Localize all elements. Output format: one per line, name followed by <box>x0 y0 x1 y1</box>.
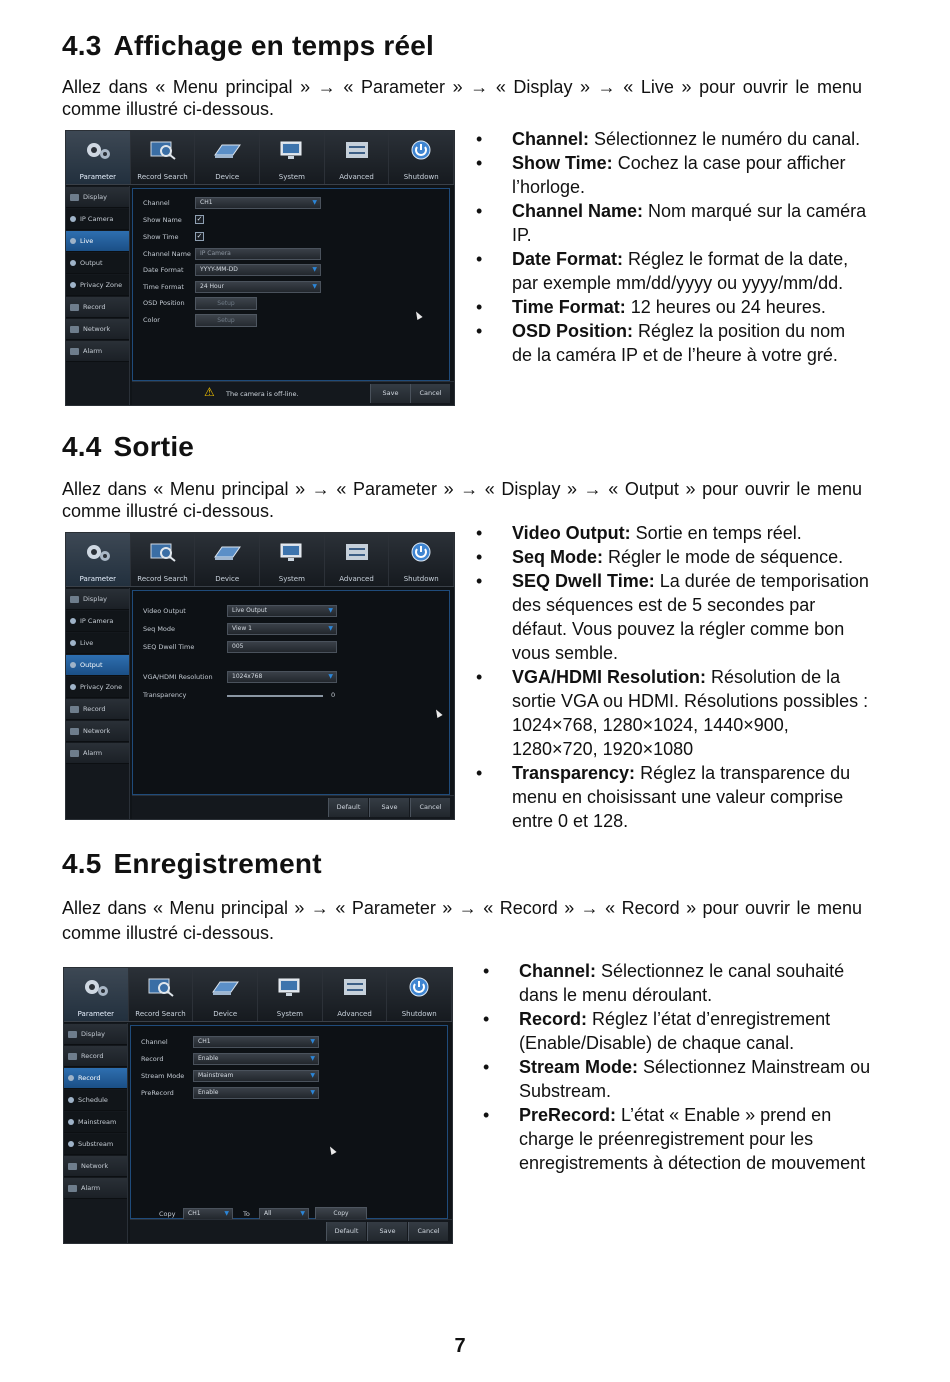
hard-drive-icon <box>212 541 242 563</box>
tab-parameter: Parameter <box>64 968 129 1021</box>
bullet-icon <box>70 640 76 646</box>
row-color: Color <box>143 316 160 324</box>
tab-record-search: Record Search <box>129 968 194 1021</box>
film-icon <box>70 706 79 713</box>
settings-panel <box>132 590 450 795</box>
tab-system: System <box>260 131 325 184</box>
dwell-time-field: 005 <box>227 641 337 653</box>
search-icon <box>146 976 176 998</box>
section-heading-4-5: 4.5 Enregistrement <box>62 848 322 879</box>
gears-icon <box>83 541 113 563</box>
copy-button: Copy <box>315 1207 367 1220</box>
alarm-icon <box>70 348 79 355</box>
bullet-icon <box>70 260 76 266</box>
save-button: Save <box>370 384 410 403</box>
row-show-time: Show Time <box>143 233 179 241</box>
output-menu-screenshot <box>65 532 455 820</box>
display-icon <box>70 596 79 603</box>
mouse-cursor-icon <box>327 1145 336 1155</box>
bullet-icon <box>70 684 76 690</box>
warning-icon: ⚠ <box>204 385 215 399</box>
default-button: Default <box>326 1222 366 1241</box>
alarm-icon <box>70 750 79 757</box>
sidebar-item-live: Live <box>66 231 129 252</box>
tab-advanced: Advanced <box>323 968 388 1021</box>
sidebar-item-network: Network <box>66 721 129 742</box>
list-item: • Time Format: 12 heures ou 24 heures. <box>476 297 826 317</box>
channel-select: CH1 ▼ <box>195 197 321 209</box>
transparency-value: 0 <box>331 691 336 699</box>
network-icon <box>70 728 79 735</box>
bullet-icon <box>70 282 76 288</box>
sidebar-item-output: Output <box>66 253 129 274</box>
row-resolution: VGA/HDMI Resolution <box>143 673 213 681</box>
tab-parameter: Parameter <box>66 533 131 586</box>
record-menu-screenshot <box>63 967 453 1244</box>
sidebar <box>66 186 130 405</box>
date-format-select: YYYY-MM-DD ▼ <box>195 264 321 276</box>
top-menu-bar <box>64 968 452 1022</box>
bullet-icon <box>68 1119 74 1125</box>
row-date-format: Date Format <box>143 266 184 274</box>
row-stream-mode: Stream Mode <box>141 1072 185 1080</box>
section-intro: Allez dans « Menu principal » → « Parameter » → « Record » → « Record » pour ouvrir le menu comme illustré ci-dessous. <box>62 898 862 943</box>
sidebar-item-record: Record <box>66 297 129 318</box>
bottom-bar <box>132 795 454 819</box>
seq-mode-select: View 1 ▼ <box>227 623 337 635</box>
power-icon <box>406 139 436 161</box>
sidebar-item-mainstream: Mainstream <box>64 1112 127 1133</box>
tab-advanced: Advanced <box>325 131 390 184</box>
sidebar-item-alarm: Alarm <box>66 743 129 764</box>
color-setup-button: Setup <box>195 314 257 327</box>
offline-warning-text: The camera is off-line. <box>226 390 299 398</box>
list-item: • Channel: Sélectionnez le numéro du canal. <box>476 129 861 149</box>
section-heading-4-4: 4.4 Sortie <box>62 431 195 462</box>
copy-label: Copy <box>159 1210 176 1218</box>
monitor-icon <box>277 139 307 161</box>
copy-to-select: All ▼ <box>259 1208 309 1220</box>
time-format-select: 24 Hour ▼ <box>195 281 321 293</box>
live-menu-screenshot <box>65 130 455 406</box>
record-select: Enable ▼ <box>193 1053 319 1065</box>
list-item: • VGA/HDMI Resolution: Résolution de la sortie VGA ou HDMI. Résolutions possibles : 1024×768, 1280×1024, 1440×900, 1280×720, 1920×1080 <box>476 667 869 759</box>
prerecord-select: Enable ▼ <box>193 1087 319 1099</box>
hard-drive-icon <box>210 976 240 998</box>
search-icon <box>148 139 178 161</box>
sidebar-item-ip-camera: IP Camera <box>66 611 129 632</box>
bullet-icon <box>70 662 76 668</box>
section-intro: Allez dans « Menu principal » → « Parameter » → « Display » → « Output » pour ouvrir le menu comme illustré ci-dessous. <box>62 479 862 521</box>
tab-shutdown: Shutdown <box>389 131 454 184</box>
film-icon <box>68 1053 77 1060</box>
alarm-icon <box>68 1185 77 1192</box>
row-channel: Channel <box>141 1038 168 1046</box>
transparency-slider <box>227 695 323 697</box>
gears-icon <box>83 139 113 161</box>
sidebar-item-network: Network <box>64 1156 127 1177</box>
sidebar-item-alarm: Alarm <box>66 341 129 362</box>
bottom-bar <box>130 1219 452 1243</box>
row-seq-dwell-time: SEQ Dwell Time <box>143 643 195 651</box>
row-transparency: Transparency <box>143 691 187 699</box>
tab-record-search: Record Search <box>131 533 196 586</box>
sidebar-item-alarm: Alarm <box>64 1178 127 1199</box>
row-osd-position: OSD Position <box>143 299 185 307</box>
sidebar-item-live: Live <box>66 633 129 654</box>
tab-system: System <box>260 533 325 586</box>
tab-device: Device <box>195 533 260 586</box>
tab-shutdown: Shutdown <box>389 533 454 586</box>
channel-name-field: IP Camera <box>195 248 321 260</box>
tab-advanced: Advanced <box>325 533 390 586</box>
power-icon <box>404 976 434 998</box>
bullet-list-4-3 <box>476 127 870 367</box>
channel-select: CH1 ▼ <box>193 1036 319 1048</box>
list-item: • Transparency: Réglez la transparence du menu en choisissant une valeur comprise entre 0 et 128. <box>476 763 851 831</box>
sliders-icon <box>342 139 372 161</box>
list-item: • PreRecord: L’état « Enable » prend en charge le préenregistrement pour les enregistrements à détection de mouvement <box>483 1105 866 1173</box>
bullet-icon <box>68 1097 74 1103</box>
sidebar-item-output: Output <box>66 655 129 676</box>
cancel-button: Cancel <box>410 798 450 817</box>
top-menu-bar <box>66 131 454 185</box>
sidebar-item-ip-camera: IP Camera <box>66 209 129 230</box>
row-record: Record <box>141 1055 164 1063</box>
osd-setup-button: Setup <box>195 297 257 310</box>
list-item: • OSD Position: Réglez la position du nom de la caméra IP et de l’heure à votre gré. <box>476 321 846 365</box>
page-number: 7 <box>454 1335 466 1357</box>
list-item: • Record: Réglez l’état d’enregistrement (Enable/Disable) de chaque canal. <box>483 1009 831 1053</box>
bullet-icon <box>68 1141 74 1147</box>
sidebar-item-privacy-zone: Privacy Zone <box>66 677 129 698</box>
monitor-icon <box>275 976 305 998</box>
list-item: • Channel Name: Nom marqué sur la caméra IP. <box>476 201 867 245</box>
show-time-checkbox: ✓ <box>196 232 203 240</box>
sidebar-item-schedule: Schedule <box>64 1090 127 1111</box>
power-icon <box>406 541 436 563</box>
monitor-icon <box>277 541 307 563</box>
to-label: To <box>243 1210 250 1218</box>
network-icon <box>68 1163 77 1170</box>
sidebar-item-record: Record <box>66 699 129 720</box>
film-icon <box>70 304 79 311</box>
settings-panel <box>130 1025 448 1219</box>
search-icon <box>148 541 178 563</box>
resolution-select: 1024x768 ▼ <box>227 671 337 683</box>
bullet-list-4-5 <box>483 959 873 1175</box>
sidebar <box>64 1023 128 1243</box>
tab-parameter: Parameter <box>66 131 131 184</box>
sliders-icon <box>340 976 370 998</box>
list-item: • Channel: Sélectionnez le canal souhaité dans le menu déroulant. <box>483 961 845 1005</box>
tab-shutdown: Shutdown <box>387 968 452 1021</box>
tab-device: Device <box>193 968 258 1021</box>
row-seq-mode: Seq Mode <box>143 625 176 633</box>
copy-from-select: CH1 ▼ <box>183 1208 233 1220</box>
sidebar-item-network: Network <box>66 319 129 340</box>
video-output-select: Live Output ▼ <box>227 605 337 617</box>
bullet-icon <box>70 618 76 624</box>
gears-icon <box>81 976 111 998</box>
sidebar <box>66 588 130 819</box>
sidebar-item-record: Record <box>64 1068 127 1089</box>
display-icon <box>68 1031 77 1038</box>
network-icon <box>70 326 79 333</box>
list-item: • Seq Mode: Régler le mode de séquence. <box>476 547 844 567</box>
sidebar-item-display: Display <box>66 589 129 610</box>
section-heading-4-3: 4.3 Affichage en temps réel <box>62 30 435 61</box>
tab-system: System <box>258 968 323 1021</box>
sidebar-item-display: Display <box>66 187 129 208</box>
bullet-icon <box>70 216 76 222</box>
top-menu-bar <box>66 533 454 587</box>
row-show-name: Show Name <box>143 216 182 224</box>
bullet-icon <box>70 238 76 244</box>
sliders-icon <box>342 541 372 563</box>
sidebar-item-record-group: Record <box>64 1046 127 1067</box>
section-intro: Allez dans « Menu principal » → « Parameter » → « Display » → « Live » pour ouvrir le menu comme illustré ci-dessous. <box>62 77 862 119</box>
list-item: • Stream Mode: Sélectionnez Mainstream ou Substream. <box>483 1057 871 1101</box>
tab-device: Device <box>195 131 260 184</box>
sidebar-item-display: Display <box>64 1024 127 1045</box>
row-prerecord: PreRecord <box>141 1089 174 1097</box>
stream-mode-select: Mainstream ▼ <box>193 1070 319 1082</box>
list-item: • Video Output: Sortie en temps réel. <box>476 523 802 543</box>
sidebar-item-privacy-zone: Privacy Zone <box>66 275 129 296</box>
sidebar-item-substream: Substream <box>64 1134 127 1155</box>
cancel-button: Cancel <box>410 384 450 403</box>
row-video-output: Video Output <box>143 607 186 615</box>
save-button: Save <box>367 1222 407 1241</box>
save-button: Save <box>369 798 409 817</box>
row-channel: Channel <box>143 199 170 207</box>
show-name-checkbox: ✓ <box>196 215 203 223</box>
display-icon <box>70 194 79 201</box>
bottom-bar <box>132 381 454 405</box>
hard-drive-icon <box>212 139 242 161</box>
bullet-icon <box>68 1075 74 1081</box>
bullet-list-4-4 <box>476 521 870 833</box>
list-item: • Show Time: Cochez la case pour afficher l’horloge. <box>476 153 846 197</box>
tab-record-search: Record Search <box>131 131 196 184</box>
row-channel-name: Channel Name <box>143 250 191 258</box>
list-item: • Date Format: Réglez le format de la date, par exemple mm/dd/yyyy ou yyyy/mm/dd. <box>476 249 849 293</box>
list-item: • SEQ Dwell Time: La durée de temporisation des séquences est de 5 secondes par défaut. Vous pouvez la régler comme bon vous semble. <box>476 571 869 663</box>
row-time-format: Time Format <box>143 283 184 291</box>
mouse-cursor-icon <box>433 708 442 718</box>
settings-panel <box>132 188 450 381</box>
cancel-button: Cancel <box>408 1222 448 1241</box>
mouse-cursor-icon <box>413 310 422 320</box>
default-button: Default <box>328 798 368 817</box>
